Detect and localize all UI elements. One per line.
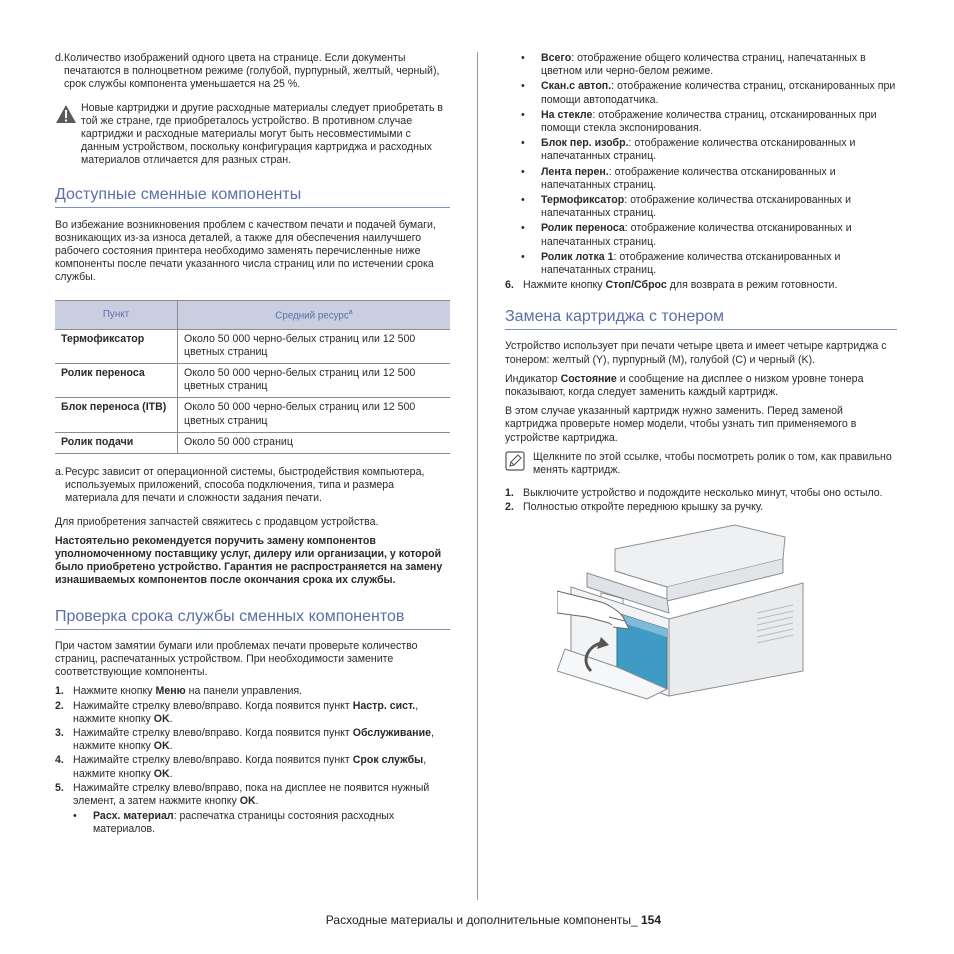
- list-item: 3. Нажимайте стрелку влево/вправо. Когда появится пункт Обслуживание, нажмите кнопку OK.: [55, 726, 434, 753]
- table-row: Ролик переноса Около 50 000 черно-белых страниц или 12 500 цветных страниц: [55, 364, 450, 398]
- list-item: 2. Нажимайте стрелку влево/вправо. Когда появится пункт Настр. сист., нажмите кнопку OK.: [55, 699, 419, 725]
- page-footer: [326, 914, 661, 927]
- list-item: 4. Нажимайте стрелку влево/вправо. Когда появится пункт Срок службы, нажмите кнопку OK.: [55, 754, 427, 780]
- toner-indicator: Индикатор Состояние и сообщение на дисплее о низком уровне тонера показывают, когда следует заменить каждый картридж.: [505, 372, 864, 399]
- footer-text: Расходные материалы и дополнительные компоненты_: [325, 913, 641, 927]
- warning-text: Новые картриджи и другие расходные материалы следует приобретать в той же стране, где приобреталось устройство. В противном случае картриджи и расходные материалы могут быть несовместимыми с данным устройством, поскольку конфигурация картриджа и расходных материалов отличается для разных стран.: [81, 101, 444, 167]
- list-item: • На стекле: отображение количества страниц, отсканированных при помощи стекла экспонирования.: [521, 108, 877, 135]
- heading-available-components: Доступные сменные компоненты: [55, 186, 450, 208]
- note-d-text: Количество изображений одного цвета на странице. Если документы печатаются в полноцветном режиме (голубой, пурпурный, желтый, черный), срок службы компонента уменьшается на 25 %.: [64, 52, 440, 91]
- list-item: 1. Выключите устройство и подождите несколько минут, чтобы оно остыло.: [505, 487, 883, 500]
- right-column: [505, 52, 897, 699]
- list-item: 2. Полностью откройте переднюю крышку за ручку.: [505, 501, 764, 514]
- counter-bullets: [521, 52, 897, 277]
- table-row: Ролик подачи Около 50 000 страниц: [55, 432, 450, 453]
- note-pencil-icon: [505, 451, 533, 477]
- video-link-text[interactable]: Щелкните по этой ссылке, чтобы посмотреть ролик о том, как правильно менять картридж.: [533, 450, 892, 477]
- check-steps: [55, 685, 450, 808]
- heading-replace-toner: Замена картриджа с тонером: [505, 308, 897, 330]
- warranty-note: Настоятельно рекомендуется поручить замену компонентов уполномоченному поставщику услуг, дилеру или организации, у которой было приобретено устройство. Гарантия не распространяется на замену изнашиваемых компонентов после окончания срока их службы.: [55, 534, 443, 587]
- col-item-header: Пункт: [55, 300, 178, 329]
- printer-illustration: [557, 521, 827, 699]
- left-column: [55, 52, 450, 839]
- list-item: • Термофиксатор: отображение количества отсканированных и напечатанных страниц.: [521, 194, 852, 220]
- toner-steps: [505, 487, 897, 514]
- list-item: 1. Нажмите кнопку Меню на панели управления.: [55, 685, 303, 698]
- note-d: [55, 52, 450, 92]
- warning-block: [55, 102, 450, 168]
- list-item: • Блок пер. изобр.: отображение количества отсканированных и напечатанных страниц.: [521, 137, 856, 163]
- toner-intro: Устройство использует при печати четыре цвета и имеет четыре картриджа с тонером: желтый (Y), пурпурный (M), голубой (C) и черный (K).: [505, 340, 887, 366]
- col-yield-header: Средний ресурс$^a$: [178, 300, 451, 329]
- purchase-text: Для приобретения запчастей свяжитесь с продавцом устройства.: [55, 515, 379, 528]
- toner-replace-note: В этом случае указанный картридж нужно заменить. Перед заменой картриджа проверьте номер модели, чтобы узнать тип применяемого в устройстве картриджа.: [505, 405, 857, 444]
- components-table: [55, 300, 450, 454]
- list-item: • Ролик лотка 1: отображение количества отсканированных и напечатанных страниц.: [521, 250, 841, 277]
- column-divider: [477, 52, 478, 900]
- table-row: Блок переноса (ITB) Около 50 000 черно-белых страниц или 12 500 цветных страниц: [55, 398, 450, 432]
- check-intro: При частом замятии бумаги или проблемах печати проверьте количество страниц, распечатанных устройством. При необходимости замените соответствующие компоненты.: [55, 639, 418, 679]
- list-item: • Ролик переноса: отображение количества отсканированных и напечатанных страниц.: [521, 222, 852, 248]
- note-d-label: d.: [55, 52, 64, 64]
- list-item: • Всего: отображение общего количества страниц, напечатанных в цветном или черно-белом режиме.: [521, 52, 866, 78]
- table-row: Термофиксатор Около 50 000 черно-белых страниц или 12 500 цветных страниц: [55, 329, 450, 363]
- list-item: • Скан.с автоп.: отображение количества страниц, отсканированных при помощи автоподатчика.: [521, 80, 896, 106]
- page-number: 154: [640, 913, 661, 927]
- list-item: 6. Нажмите кнопку Стоп/Сброс для возврата в режим готовности.: [505, 279, 838, 292]
- list-item: • Расх. материал: распечатка страницы состояния расходных материалов.: [73, 810, 395, 836]
- video-note[interactable]: [505, 451, 897, 477]
- footnote-a: a. Ресурс зависит от операционной системы, быстродействия компьютера, используемых приложений, способа подключения, типа и размера материала для печати и сложности задания печати.: [55, 466, 425, 505]
- printer-open-cover-image: [557, 521, 827, 701]
- heading-check-life: Проверка срока службы сменных компонентов: [55, 608, 450, 630]
- warning-icon: [55, 102, 81, 168]
- list-item: 5. Нажимайте стрелку влево/вправо, пока на дисплее не появится нужный элемент, а затем нажмите кнопку OK.: [55, 781, 430, 807]
- available-intro: Во избежание возникновения проблем с качеством печати и подачей бумаги, возникающих из-за износа деталей, а также для обеспечения наилучшего рабочего состояния принтера необходимо заменять перечисленные ниже компоненты после печати указанного числа страниц или по истечении срока службы.: [55, 218, 436, 284]
- list-item: • Лента перен.: отображение количества отсканированных и напечатанных страниц.: [521, 165, 836, 191]
